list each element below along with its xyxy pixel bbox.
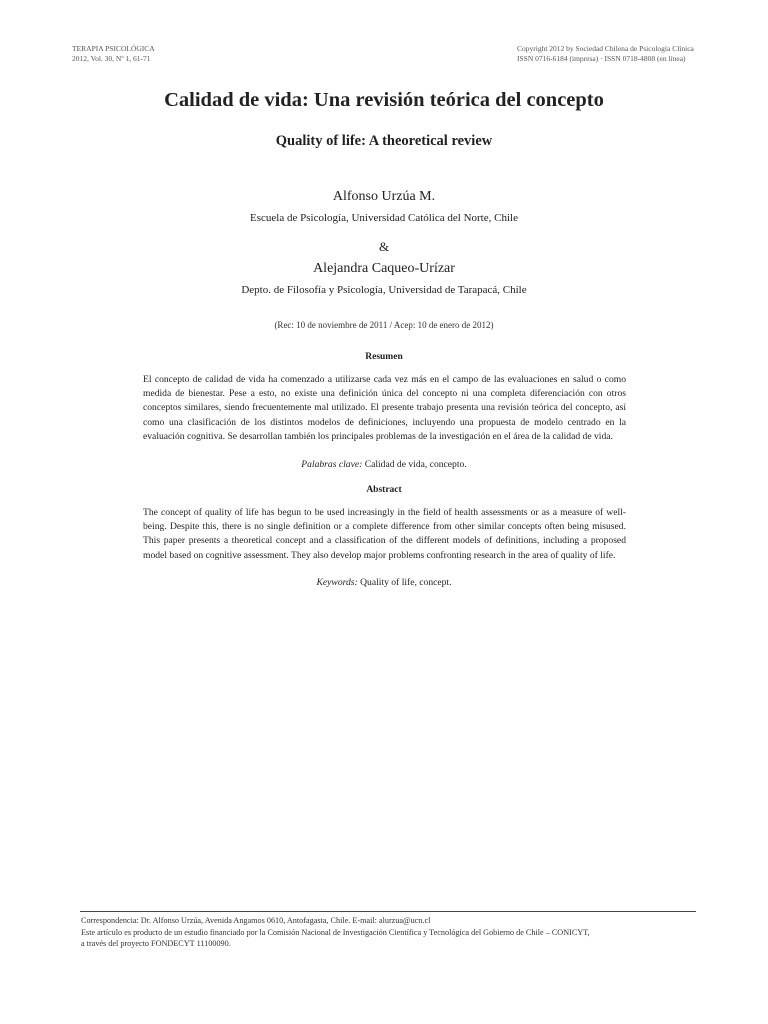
journal-volume: 2012, Vol. 30, Nº 1, 61-71 <box>72 54 151 63</box>
author-1-affiliation: Escuela de Psicología, Universidad Católica del Norte, Chile <box>250 212 518 224</box>
author-separator: & <box>378 239 390 254</box>
received-accepted-dates: (Rec: 10 de noviembre de 2011 / Acep: 10 de enero de 2012) <box>274 320 494 330</box>
abstract-keywords-value: Quality of life, concept. <box>360 577 452 588</box>
footnote-divider <box>80 911 696 912</box>
author-1-name: Alfonso Urzúa M. <box>332 189 436 204</box>
footnote-correspondence: Correspondencia: Dr. Alfonso Urzúa, Avenida Angamos 0610, Antofagasta, Chile. E-mail: alurzua@ucn.cl <box>81 916 431 925</box>
journal-name: TERAPIA PSICOLÓGICA <box>72 44 155 53</box>
abstract-keywords <box>0 577 768 588</box>
abstract-heading: Abstract <box>366 485 402 495</box>
abstract-keywords-label: Keywords: <box>316 577 358 588</box>
journal-header-right <box>517 44 694 64</box>
journal-header-left <box>72 44 155 64</box>
footnotes <box>81 915 590 950</box>
copyright-line: Copyright 2012 by Sociedad Chilena de Psicología Clínica <box>517 44 694 53</box>
resumen-keywords-label: Palabras clave: <box>301 459 363 470</box>
author-2-name: Alejandra Caqueo-Urízar <box>313 261 455 276</box>
footnote-funding: Este artículo es producto de un estudio financiado por la Comisión Nacional de Investigación Científica y Tecnológica del Gobierno de Chile – CONICYT, <box>81 927 590 937</box>
paper-subtitle: Quality of life: A theoretical review <box>275 133 493 149</box>
resumen-keywords-value: Calidad de vida, concepto. <box>364 459 467 470</box>
issn-line: ISSN 0716-6184 (impresa) · ISSN 0718-4808 (en línea) <box>517 54 686 63</box>
resumen-text: El concepto de calidad de vida ha comenzado a utilizarse cada vez más en el campo de las evaluaciones en salud o como medida de bienestar. Pese a esto, no existe una definición única del concepto ni una completa diferenciación con otros conceptos similares, siendo frecuentemente mal utilizado. El presente trabajo presenta una revisión teórica del concepto, así como una clasificación de los distintos modelos de definiciones, incluyendo una propuesta de modelo centrado en la evaluación cognitiva. Se desarrollan también los principales problemas de la investigación en el área de la calidad de vida. <box>143 374 626 442</box>
author-2-affiliation: Depto. de Filosofía y Psicología, Universidad de Tarapacá, Chile <box>241 284 527 296</box>
resumen-heading: Resumen <box>365 352 403 362</box>
paper-title: Calidad de vida: Una revisión teórica del concepto <box>164 89 604 111</box>
footnote-project: a través del proyecto FONDECYT 11100090. <box>81 939 231 948</box>
abstract-text: The concept of quality of life has begun to be used increasingly in the field of health assessments or as a measure of well-being. Despite this, there is no single definition or a complete difference from other similar concepts often being misused. This paper presents a theoretical concept and a classification of the different models of definitions, including a proposed model based on cognitive assessment. They also develop major problems confronting research in the area of quality of life. <box>143 507 626 561</box>
resumen-keywords <box>0 459 768 470</box>
